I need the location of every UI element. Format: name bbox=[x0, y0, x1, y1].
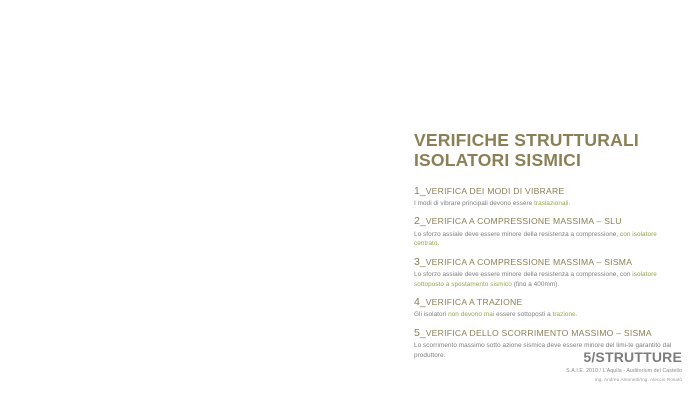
item-body-part: Lo sforzo assiale deve essere minore della resistenza a compressione, con bbox=[414, 271, 633, 279]
page-title bbox=[414, 131, 682, 171]
item-body-part: Gli isolatori bbox=[414, 311, 449, 319]
item-number: 5_ bbox=[414, 326, 426, 339]
item-heading bbox=[414, 296, 682, 309]
list-item bbox=[414, 185, 682, 209]
slide-content bbox=[414, 131, 682, 367]
item-heading-text: VERIFICA A COMPRESSIONE MASSIMA – SLU bbox=[425, 216, 622, 227]
item-body-part: Lo scorrimento massimo sotto azione sismica deve essere minore del limi-te garantito dal produttore. bbox=[414, 342, 672, 359]
footer-section-title: 5/STRUTTURE bbox=[583, 348, 682, 365]
item-body bbox=[414, 310, 682, 319]
item-number: 3_ bbox=[414, 255, 426, 268]
item-heading bbox=[414, 185, 682, 198]
item-heading bbox=[414, 256, 682, 269]
item-heading-text: VERIFICA DELLO SCORRIMENTO MASSIMO – SISMA bbox=[425, 327, 652, 338]
item-body bbox=[414, 230, 682, 249]
item-body-part: I modi di vibrare principali devono essere bbox=[414, 200, 535, 208]
item-number: 2_ bbox=[414, 215, 426, 228]
footer-event-line: S.A.I.E. 2010 / L'Aquila - Auditorium del Castello bbox=[566, 368, 682, 375]
item-number: 4_ bbox=[414, 295, 426, 308]
footer-authors-line: Ing. Andrea Amonetti/Ing. Aleccio Rosatò bbox=[594, 376, 682, 382]
page-title-line-1: VERIFICHE STRUTTURALI bbox=[414, 130, 639, 150]
item-heading-text: VERIFICA DEI MODI DI VIBRARE bbox=[425, 185, 565, 196]
item-body-part: essere sottoposti a bbox=[494, 311, 553, 319]
item-heading bbox=[414, 215, 682, 228]
item-body bbox=[414, 270, 682, 289]
item-body-part-highlight: con isolatore centrato. bbox=[414, 231, 657, 248]
list-item bbox=[414, 296, 682, 320]
item-number: 1_ bbox=[414, 184, 426, 197]
item-body bbox=[414, 199, 682, 208]
item-body-part: (fino a 400mm). bbox=[511, 280, 560, 288]
item-body-part-highlight: trazione. bbox=[552, 311, 578, 319]
item-body-part-highlight: traslazionali. bbox=[534, 200, 571, 208]
item-heading bbox=[414, 327, 682, 340]
page-title-line-2: ISOLATORI SISMICI bbox=[414, 149, 582, 170]
slide-footer bbox=[566, 350, 682, 383]
item-body-part-highlight: non devono mai bbox=[448, 311, 495, 319]
item-body-part: Lo sforzo assiale deve essere minore della resistenza a compressione, bbox=[414, 231, 620, 239]
item-body-part-highlight: isolatore sottoposto a spostamento sismico bbox=[414, 271, 657, 288]
item-heading-text: VERIFICA A TRAZIONE bbox=[425, 296, 523, 307]
list-item bbox=[414, 256, 682, 289]
list-item bbox=[414, 215, 682, 248]
item-heading-text: VERIFICA A COMPRESSIONE MASSIMA – SISMA bbox=[425, 256, 633, 267]
